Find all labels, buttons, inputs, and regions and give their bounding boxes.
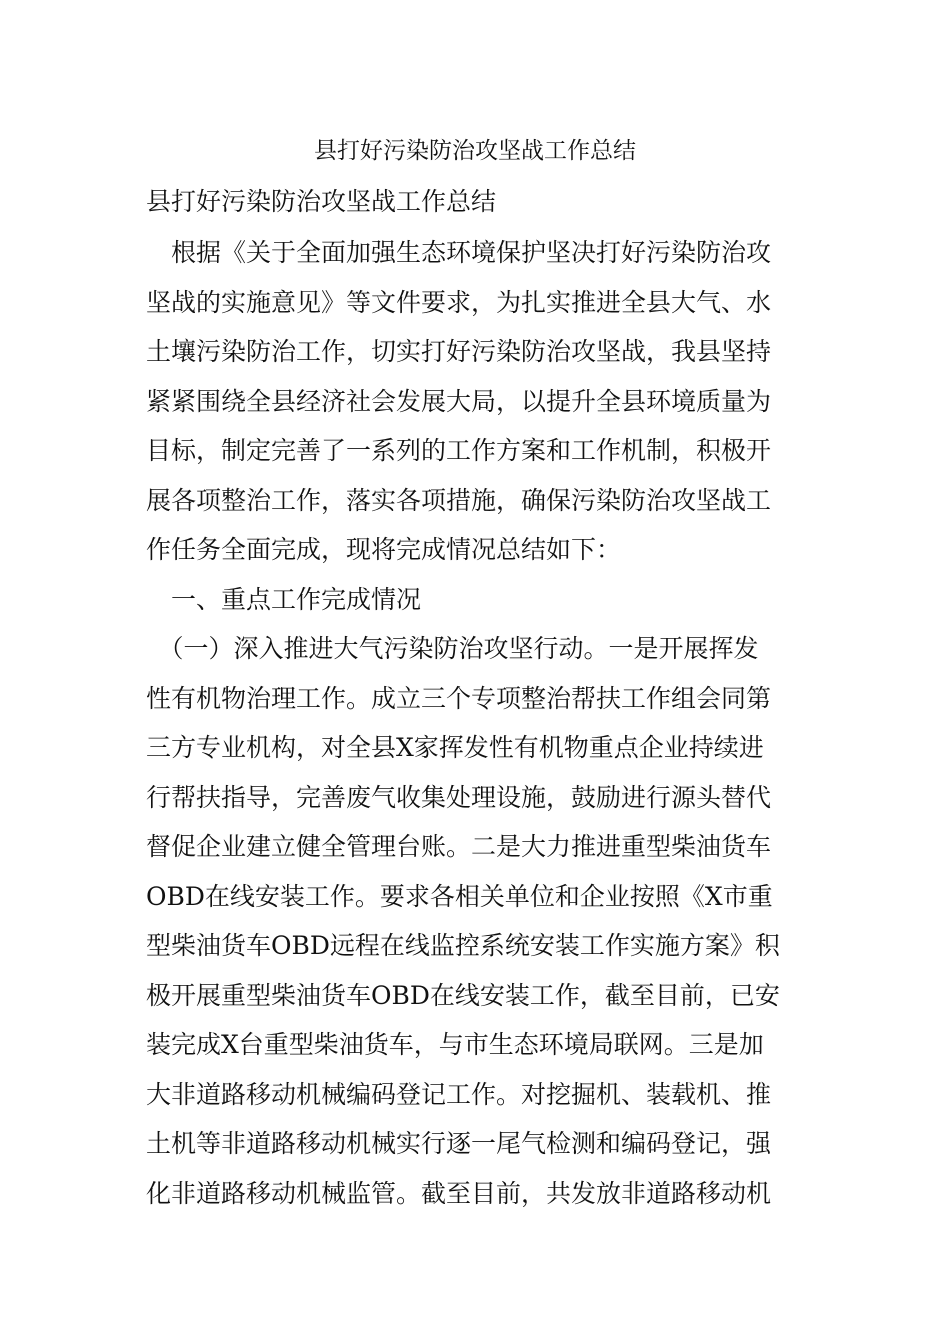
body-line: 行帮扶指导，完善废气收集处理设施，鼓励进行源头替代 [146,783,772,812]
body-line: 作任务全面完成，现将完成情况总结如下： [146,535,622,564]
body-line: 紧紧围绕全县经济社会发展大局，以提升全县环境质量为 [146,387,772,416]
body-line: 土机等非道路移动机械实行逐一尾气检测和编码登记，强 [146,1129,772,1158]
body-line: 化非道路移动机械监管。截至目前，共发放非道路移动机 [146,1179,772,1208]
body-line: 三方专业机构，对全县X家挥发性有机物重点企业持续进 [146,733,764,762]
body-line: 型柴油货车OBD远程在线监控系统安装工作实施方案》积 [146,931,780,960]
section-heading: 一、重点工作完成情况 [146,585,422,614]
body-line: 督促企业建立健全管理台账。二是大力推进重型柴油货车 [146,832,772,861]
body-line: OBD在线安装工作。要求各相关单位和企业按照《X市重 [146,882,773,911]
body-line: 装完成X台重型柴油货车，与市生态环境局联网。三是加 [146,1030,764,1059]
body-line: 土壤污染防治工作，切实打好污染防治攻坚战，我县坚持 [146,337,772,366]
body-line: 性有机物治理工作。成立三个专项整治帮扶工作组会同第 [146,684,772,713]
body-line: 坚战的实施意见》等文件要求，为扎实推进全县大气、水 [146,288,772,317]
body-line: 目标，制定完善了一系列的工作方案和工作机制，积极开 [146,436,772,465]
body-line: （一）深入推进大气污染防治攻坚行动。一是开展挥发 [146,634,759,663]
document-subtitle: 县打好污染防治攻坚战工作总结 [146,187,497,216]
document-title: 县打好污染防治攻坚战工作总结 [314,138,636,164]
body-line: 极开展重型柴油货车OBD在线安装工作，截至目前，已安 [146,981,780,1010]
body-line: 大非道路移动机械编码登记工作。对挖掘机、装载机、推 [146,1080,772,1109]
body-line: 展各项整治工作，落实各项措施，确保污染防治攻坚战工 [146,486,772,515]
body-line: 根据《关于全面加强生态环境保护坚决打好污染防治攻 [146,238,772,267]
